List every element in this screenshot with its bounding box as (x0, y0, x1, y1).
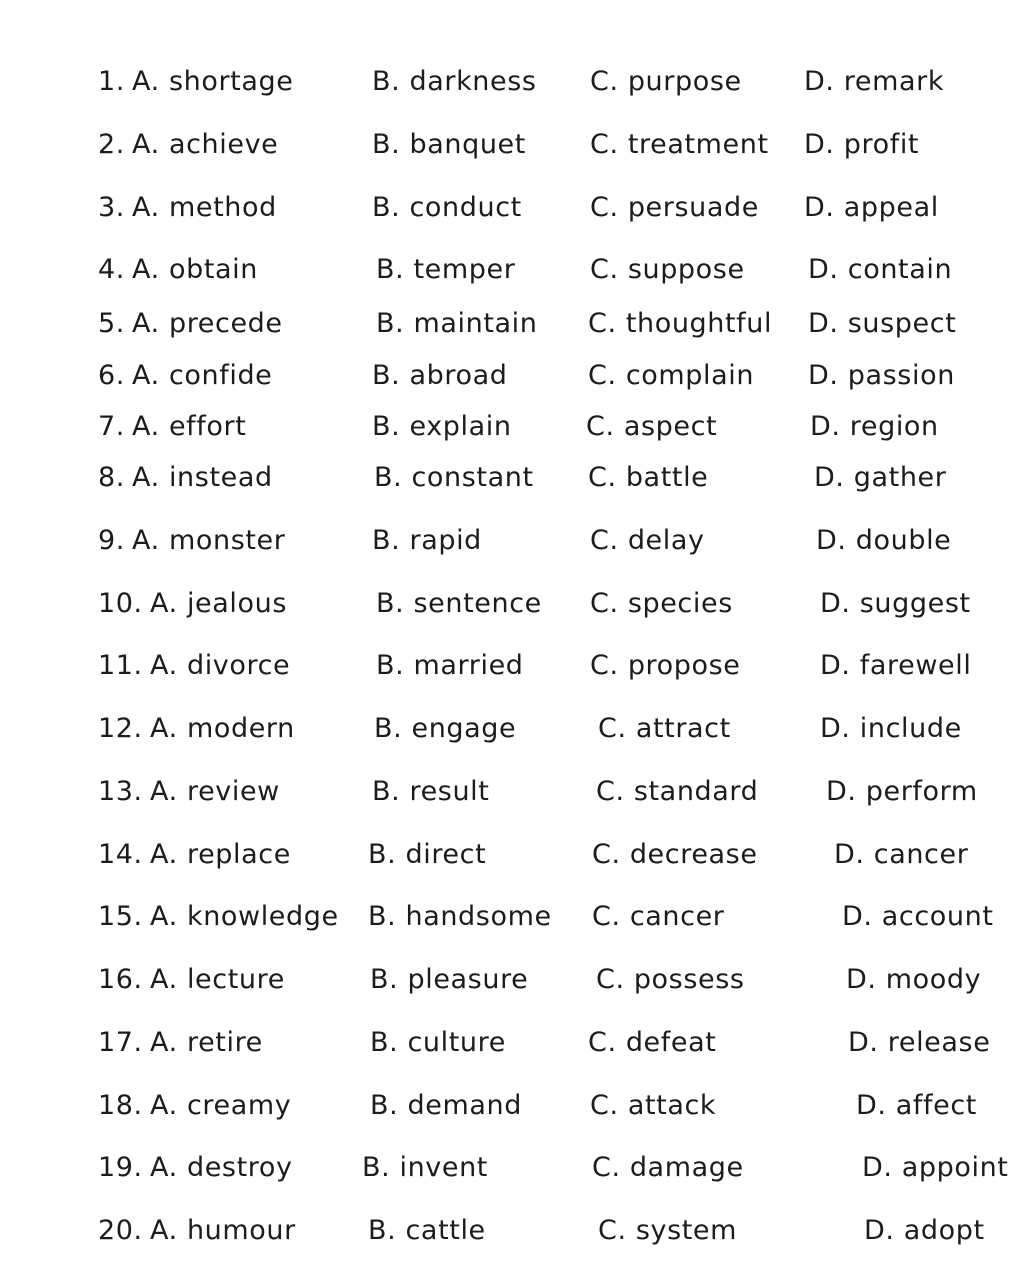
option-d: D. account (842, 901, 994, 932)
option-b: B. engage (374, 713, 517, 744)
option-c: C. aspect (586, 411, 718, 442)
option-d: D. passion (808, 360, 955, 391)
option-c: C. attack (590, 1090, 717, 1121)
question-row (0, 835, 1024, 875)
question-number: 1. (98, 66, 125, 97)
option-c: C. attract (598, 713, 731, 744)
option-a: A. instead (132, 462, 273, 493)
option-b: B. abroad (372, 360, 508, 391)
option-b: B. constant (374, 462, 534, 493)
option-d: D. double (816, 525, 952, 556)
question-number: 2. (98, 129, 125, 160)
option-c: C. purpose (590, 66, 742, 97)
question-row (0, 1023, 1024, 1063)
question-number: 3. (98, 192, 125, 223)
option-d: D. suspect (808, 308, 957, 339)
question-row (0, 521, 1024, 561)
option-c: C. complain (588, 360, 755, 391)
option-c: C. defeat (588, 1027, 717, 1058)
option-d: D. appeal (804, 192, 939, 223)
option-a: A. precede (132, 308, 283, 339)
option-b: B. direct (368, 839, 487, 870)
option-d: D. suggest (820, 588, 971, 619)
option-d: D. perform (826, 776, 978, 807)
option-b: B. invent (362, 1152, 488, 1183)
question-number: 6. (98, 360, 125, 391)
option-a: A. creamy (150, 1090, 292, 1121)
option-a: A. destroy (150, 1152, 293, 1183)
option-c: C. system (598, 1215, 738, 1246)
option-b: B. married (376, 650, 524, 681)
question-number: 18. (98, 1090, 143, 1121)
option-d: D. region (810, 411, 939, 442)
question-row (0, 304, 1024, 344)
option-d: D. moody (846, 964, 982, 995)
option-a: A. jealous (150, 588, 288, 619)
option-a: A. humour (150, 1215, 296, 1246)
option-c: C. cancer (592, 901, 725, 932)
question-number: 4. (98, 254, 125, 285)
option-a: A. replace (150, 839, 291, 870)
question-number: 9. (98, 525, 125, 556)
option-b: B. demand (370, 1090, 522, 1121)
option-a: A. effort (132, 411, 247, 442)
option-c: C. standard (596, 776, 759, 807)
option-d: D. contain (808, 254, 953, 285)
option-c: C. decrease (592, 839, 758, 870)
question-number: 17. (98, 1027, 143, 1058)
option-c: C. battle (588, 462, 709, 493)
option-a: A. method (132, 192, 277, 223)
option-d: D. farewell (820, 650, 972, 681)
question-number: 7. (98, 411, 125, 442)
question-row (0, 188, 1024, 228)
option-b: B. pleasure (370, 964, 529, 995)
question-number: 5. (98, 308, 125, 339)
question-number: 10. (98, 588, 143, 619)
question-row (0, 1211, 1024, 1251)
option-a: A. retire (150, 1027, 263, 1058)
option-c: C. delay (590, 525, 705, 556)
option-c: C. damage (592, 1152, 744, 1183)
option-d: D. profit (804, 129, 920, 160)
question-row (0, 772, 1024, 812)
question-row (0, 62, 1024, 102)
option-a: A. obtain (132, 254, 258, 285)
option-a: A. shortage (132, 66, 294, 97)
option-a: A. lecture (150, 964, 285, 995)
option-b: B. banquet (372, 129, 526, 160)
question-row (0, 709, 1024, 749)
question-number: 19. (98, 1152, 143, 1183)
option-d: D. gather (814, 462, 947, 493)
option-c: C. possess (596, 964, 745, 995)
option-d: D. remark (804, 66, 945, 97)
question-number: 16. (98, 964, 143, 995)
question-number: 20. (98, 1215, 143, 1246)
option-b: B. handsome (368, 901, 552, 932)
question-number: 13. (98, 776, 143, 807)
option-a: A. knowledge (150, 901, 339, 932)
question-number: 8. (98, 462, 125, 493)
option-d: D. include (820, 713, 962, 744)
option-b: B. temper (376, 254, 516, 285)
option-b: B. conduct (372, 192, 522, 223)
option-c: C. propose (590, 650, 741, 681)
question-row (0, 584, 1024, 624)
question-row (0, 1148, 1024, 1188)
option-a: A. review (150, 776, 280, 807)
option-a: A. divorce (150, 650, 291, 681)
option-a: A. monster (132, 525, 286, 556)
option-a: A. modern (150, 713, 295, 744)
question-row (0, 646, 1024, 686)
question-row (0, 407, 1024, 447)
option-b: B. rapid (372, 525, 482, 556)
option-a: A. confide (132, 360, 273, 391)
option-b: B. culture (370, 1027, 506, 1058)
question-number: 15. (98, 901, 143, 932)
option-d: D. release (848, 1027, 991, 1058)
option-d: D. adopt (864, 1215, 985, 1246)
option-d: D. cancer (834, 839, 969, 870)
option-b: B. maintain (376, 308, 538, 339)
question-row (0, 1086, 1024, 1126)
option-b: B. result (372, 776, 490, 807)
option-c: C. persuade (590, 192, 759, 223)
option-b: B. explain (372, 411, 512, 442)
question-number: 14. (98, 839, 143, 870)
question-number: 11. (98, 650, 143, 681)
option-b: B. cattle (368, 1215, 486, 1246)
option-c: C. thoughtful (588, 308, 773, 339)
option-b: B. sentence (376, 588, 542, 619)
option-a: A. achieve (132, 129, 279, 160)
question-row (0, 458, 1024, 498)
question-row (0, 897, 1024, 937)
question-row (0, 356, 1024, 396)
option-d: D. appoint (862, 1152, 1009, 1183)
option-c: C. species (590, 588, 733, 619)
question-row (0, 250, 1024, 290)
option-c: C. suppose (590, 254, 745, 285)
option-b: B. darkness (372, 66, 537, 97)
option-c: C. treatment (590, 129, 769, 160)
question-row (0, 960, 1024, 1000)
question-number: 12. (98, 713, 143, 744)
question-row (0, 125, 1024, 165)
option-d: D. affect (856, 1090, 977, 1121)
